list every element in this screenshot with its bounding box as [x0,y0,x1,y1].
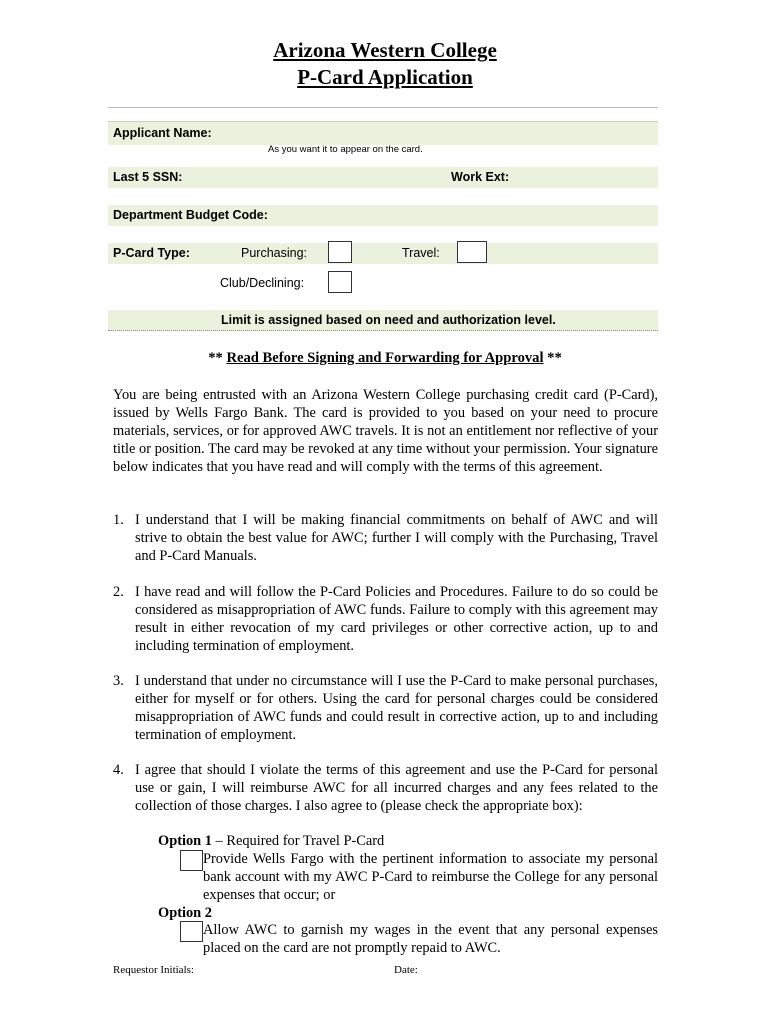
applicant-name-hint: As you want it to appear on the card. [268,144,423,155]
option-2-label: Option 2 [158,905,212,921]
item-text: I understand that under no circumstance will I use the P-Card to make personal purchases, either for myself or for others. Using the card for personal charges could be considered misappropriation of AWC funds and could result in corrective action, up to and including termination of employment. [135,673,658,743]
travel-checkbox[interactable] [457,241,487,263]
club-declining-checkbox[interactable] [328,271,352,293]
requestor-initials-label: Requestor Initials: [113,964,194,976]
item-text: I understand that I will be making financial commitments on behalf of AWC and will strive to obtain the best value for AWC; further I will comply with the Purchasing, Travel and P-Card Manuals. [135,512,658,564]
option-1-checkbox[interactable] [180,850,203,871]
work-ext-label: Work Ext: [451,170,510,184]
title-divider [108,107,658,108]
item-number: 3. [113,673,124,689]
item-text: I agree that should I violate the terms of this agreement and use the P-Card for personal use or gain, I will reimburse AWC for all incurred charges and any fees related to the collection of those charges. I also agree to (please check the appropriate box): [135,762,658,814]
travel-label: Travel: [402,246,440,260]
item-number: 4. [113,762,124,778]
item-number: 2. [113,584,124,600]
item-number: 1. [113,512,124,528]
option-1-label: Option 1 [158,833,212,849]
budget-code-label: Department Budget Code: [113,208,268,222]
form-title-college: Arizona Western College [273,38,497,62]
notice-prefix: ** [208,350,223,366]
budget-code-row[interactable] [108,205,658,226]
limit-note-row [108,310,658,331]
option-2-checkbox[interactable] [180,921,203,942]
date-label: Date: [394,964,418,976]
option-1-heading [158,832,384,850]
form-title-pcard: P-Card Application [297,65,473,89]
pcard-type-label: P-Card Type: [113,246,190,260]
applicant-name-label: Applicant Name: [113,126,212,140]
purchasing-checkbox[interactable] [328,241,352,263]
read-before-signing-notice [0,350,770,367]
pcard-type-row [108,243,658,264]
club-declining-label: Club/Declining: [220,276,305,290]
option-1-text: Provide Wells Fargo with the pertinent information to associate my personal bank account with my AWC P-Card to reimburse the College for any personal expenses that occur; or [203,851,658,903]
applicant-name-row[interactable] [108,121,658,145]
option-1-note: – Required for Travel P-Card [211,833,385,849]
purchasing-label: Purchasing: [241,246,308,260]
intro-paragraph: You are being entrusted with an Arizona Western College purchasing credit card (P-Card), issued by Wells Fargo Bank. The card is provided to you based on your need to procure materials, services, or for approved AWC travels. It is not an entitlement nor reflective of your title or position. The card may be revoked at any time without your permission. Your signature below indicates that you have read and will comply with the terms of this agreement. [113,387,658,475]
ssn-row[interactable] [108,167,658,188]
option-2-text: Allow AWC to garnish my wages in the event that any personal expenses placed on the card are not promptly repaid to AWC. [203,922,658,956]
ssn-label: Last 5 SSN: [113,170,183,184]
notice-heading: Read Before Signing and Forwarding for Approval [226,350,544,366]
notice-suffix: ** [547,350,562,366]
item-text: I have read and will follow the P-Card Policies and Procedures. Failure to do so could be considered as misappropriation of AWC funds. Failure to comply with this agreement may result in either revocation of my card privileges or other corrective action, up to and including termination of employment. [135,584,658,654]
limit-note: Limit is assigned based on need and authorization level. [221,313,556,327]
